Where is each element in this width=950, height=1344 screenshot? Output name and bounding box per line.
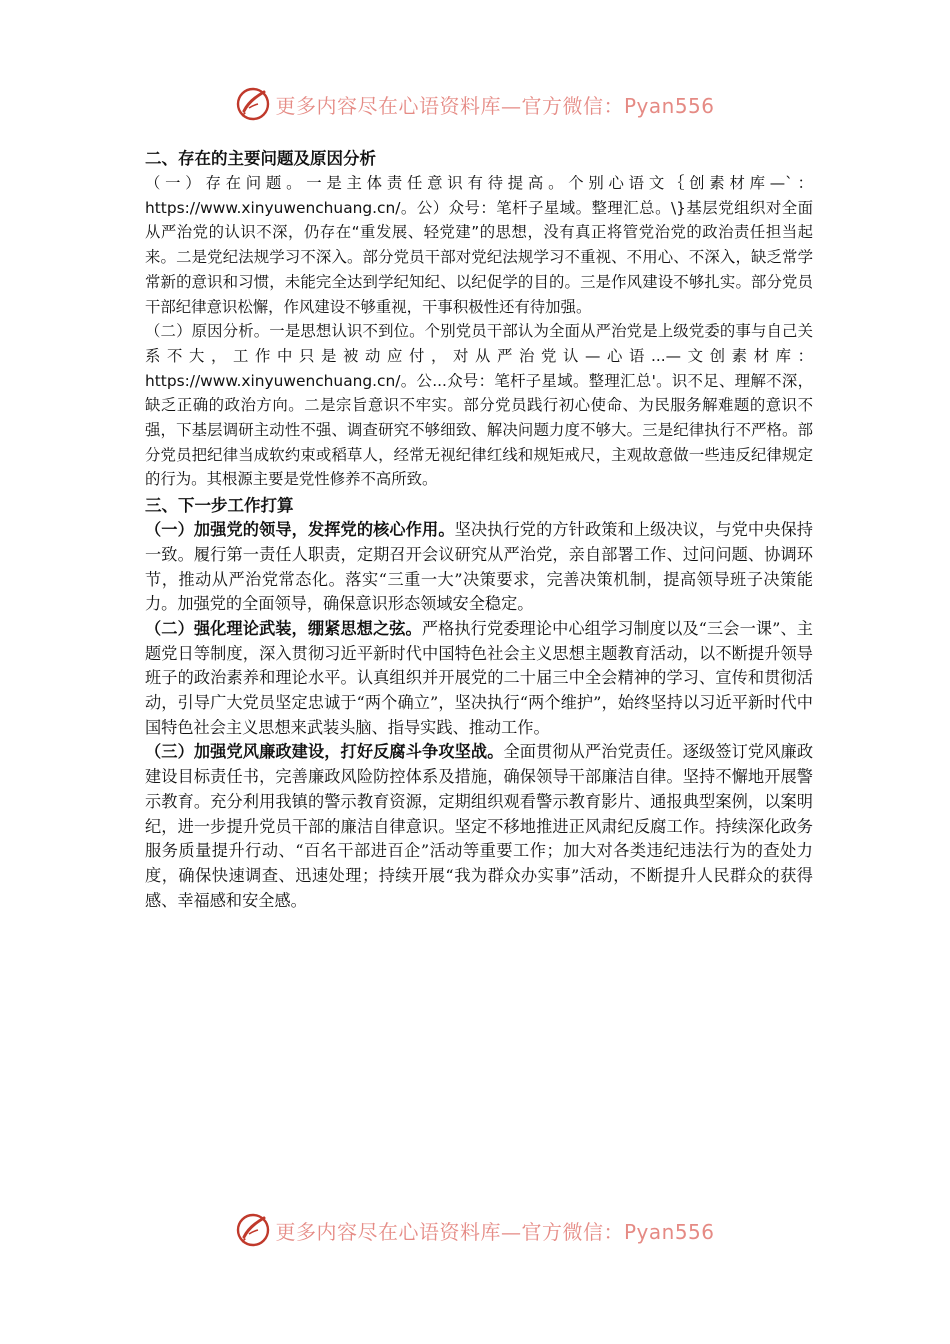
- paragraph-party-leadership: [145, 518, 813, 617]
- footer-watermark: [0, 1208, 950, 1252]
- paragraph-anti-corruption: [145, 740, 813, 913]
- section-heading-problems: 二、存在的主要问题及原因分析: [145, 149, 376, 168]
- paragraph-causes: （二）原因分析。一是思想认识不到位。个别党员干部认为全面从严治党是上级党委的事与自己关系不大，工作中只是被动应付，对从严治党认—心语...—文创素材库：https://www.xinyuwenchuang.cn/。公...众号：笔杆子星域。整理汇总'。识不足、理解不深，缺乏正确的政治方向。二是宗旨意识不牢实。部分党员践行初心使命、为民服务解难题的意识不强，下基层调研主动性不强、调查研究不够细致、解决问题力度不够大。三是纪律执行不严格。部分党员把纪律当成软约束或稻草人，经常无视纪律红线和规矩戒尺，主观故意做一些违反纪律规定的行为。其根源主要是党性修养不高所致。: [145, 322, 813, 489]
- paragraph-theory: [145, 617, 813, 741]
- paragraph-lead: （三）加强党风廉政建设，打好反腐斗争攻坚战。: [145, 742, 504, 762]
- paragraph-lead: （一）加强党的领导，发挥党的核心作用。: [145, 520, 455, 540]
- paragraph-lead: （二）强化理论武装，绷紧思想之弦。: [145, 618, 422, 638]
- paragraph-body: 全面贯彻从严治党责任。逐级签订党风廉政建设目标责任书，完善廉政风险防控体系及措施，确保领导干部廉洁自律。坚持不懈地开展警示教育。充分利用我镇的警示教育资源，定期组织观看警示教育影片、通报典型案例，以案明纪，进一步提升党员干部的廉洁自律意识。坚定不移地推进正风肃纪反腐工作。持续深化政务服务质量提升行动、“百名干部进百企”活动等重要工作；加大对各类违纪违法行为的查处力度，确保快速调查、迅速处理；持续开展“我为群众办实事”活动，不断提升人民群众的获得感、幸福感和安全感。: [145, 742, 814, 910]
- watermark-text: 更多内容尽在心语资料库—官方微信：Pyan556: [275, 1219, 715, 1244]
- header-watermark: [0, 82, 950, 126]
- pen-logo-icon: [235, 86, 271, 122]
- paragraph-body: 严格执行党委理论中心组学习制度以及“三会一课”、主题党日等制度，深入贯彻习近平新时代中国特色社会主义思想主题教育活动，以不断提升领导班子的政治素养和理论水平。认真组织并开展党的二十届三中全会精神的学习、宣传和贯彻活动，引导广大党员坚定忠诚于“两个确立”，坚决执行“两个维护”，始终坚持以习近平新时代中国特色社会主义思想来武装头脑、指导实践、推动工作。: [145, 618, 813, 737]
- watermark-text: 更多内容尽在心语资料库—官方微信：Pyan556: [275, 93, 715, 118]
- section-heading-next-steps: 三、下一步工作打算: [145, 496, 294, 516]
- document-body: [145, 146, 813, 913]
- paragraph-body: 坚决执行党的方针政策和上级决议，与党中央保持一致。履行第一责任人职责，定期召开会议研究从严治党，亲自部署工作、过问问题、协调环节，推动从严治党常态化。落实“三重一大”决策要求，完善决策机制，提高领导班子决策能力。加强党的全面领导，确保意识形态领域安全稳定。: [145, 520, 813, 614]
- paragraph-problems: （一）存在问题。一是主体责任意识有待提高。个别心语文｛创素材库—`：https://www.xinyuwenchuang.cn/。公）众号：笔杆子星域。整理汇总。\}基层党组织对全面从严治党的认识不深，仍存在“重发展、轻党建”的思想，没有真正将管党治党的政治责任担当起来。二是党纪法规学习不深入。部分党员干部对党纪法规学习不重视、不用心、不深入，缺乏常学常新的意识和习惯，未能完全达到学纪知纪、以纪促学的目的。三是作风建设不够扎实。部分党员干部纪律意识松懈，作风建设不够重视，干事积极性还有待加强。: [145, 174, 813, 316]
- pen-logo-icon: [235, 1212, 271, 1248]
